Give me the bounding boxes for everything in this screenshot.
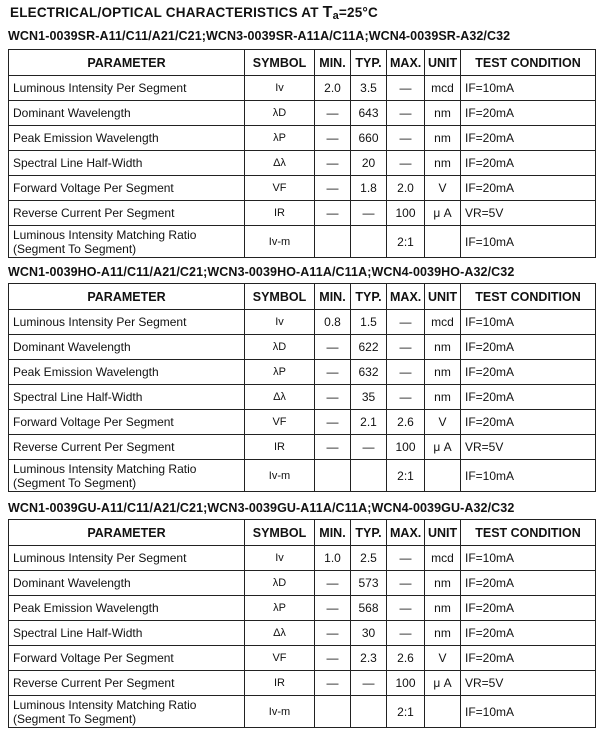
column-header: PARAMETER bbox=[9, 520, 245, 546]
cell-symbol: λD bbox=[245, 335, 315, 360]
cell-typ: 1.8 bbox=[351, 176, 387, 201]
spec-table bbox=[8, 49, 596, 258]
cell-min: — bbox=[315, 410, 351, 435]
cell-min: — bbox=[315, 176, 351, 201]
cell-param: Forward Voltage Per Segment bbox=[9, 176, 245, 201]
cell-typ: 660 bbox=[351, 126, 387, 151]
section-title: WCN1-0039SR-A11/C11/A21/C21;WCN3-0039SR-A11A/C11A;WCN4-0039SR-A32/C32 bbox=[8, 29, 511, 43]
cell-param: Luminous Intensity Per Segment bbox=[9, 546, 245, 571]
cell-param: Luminous Intensity Per Segment bbox=[9, 76, 245, 101]
cell-symbol: Iv-m bbox=[245, 226, 315, 258]
cell-typ: 568 bbox=[351, 596, 387, 621]
cell-unit bbox=[425, 460, 461, 492]
cell-unit: nm bbox=[425, 621, 461, 646]
cell-param: Dominant Wavelength bbox=[9, 101, 245, 126]
cell-min bbox=[315, 226, 351, 258]
table-row bbox=[9, 76, 596, 101]
spec-table bbox=[8, 283, 596, 492]
cell-max: — bbox=[387, 126, 425, 151]
cell-max: 2:1 bbox=[387, 226, 425, 258]
table-row bbox=[9, 671, 596, 696]
cell-cond: IF=20mA bbox=[461, 176, 596, 201]
cell-unit: V bbox=[425, 410, 461, 435]
title-temp-symbol: T bbox=[322, 4, 333, 21]
cell-min: 2.0 bbox=[315, 76, 351, 101]
cell-param: Forward Voltage Per Segment bbox=[9, 646, 245, 671]
cell-param: Peak Emission Wavelength bbox=[9, 126, 245, 151]
table-row bbox=[9, 126, 596, 151]
cell-symbol: Iv-m bbox=[245, 696, 315, 728]
cell-unit: nm bbox=[425, 385, 461, 410]
cell-max: — bbox=[387, 335, 425, 360]
cell-typ: 1.5 bbox=[351, 310, 387, 335]
cell-max: 100 bbox=[387, 435, 425, 460]
cell-symbol: IR bbox=[245, 671, 315, 696]
table-row bbox=[9, 151, 596, 176]
cell-cond: VR=5V bbox=[461, 435, 596, 460]
title-prefix: ELECTRICAL/OPTICAL CHARACTERISTICS AT bbox=[10, 5, 319, 20]
column-header: UNIT bbox=[425, 284, 461, 310]
cell-symbol: IR bbox=[245, 435, 315, 460]
title-temp-value: =25°C bbox=[338, 5, 378, 20]
table-row bbox=[9, 176, 596, 201]
cell-cond: VR=5V bbox=[461, 201, 596, 226]
cell-cond: IF=10mA bbox=[461, 310, 596, 335]
cell-min bbox=[315, 460, 351, 492]
cell-unit: μ A bbox=[425, 671, 461, 696]
cell-cond: IF=10mA bbox=[461, 76, 596, 101]
table-row bbox=[9, 310, 596, 335]
cell-param: Luminous Intensity Per Segment bbox=[9, 310, 245, 335]
column-header: MIN. bbox=[315, 284, 351, 310]
cell-typ: 3.5 bbox=[351, 76, 387, 101]
cell-typ: 643 bbox=[351, 101, 387, 126]
cell-min: 0.8 bbox=[315, 310, 351, 335]
cell-param: Luminous Intensity Matching Ratio (Segment To Segment) bbox=[9, 696, 245, 728]
cell-min: — bbox=[315, 571, 351, 596]
table-row bbox=[9, 385, 596, 410]
cell-cond: IF=20mA bbox=[461, 360, 596, 385]
cell-param: Luminous Intensity Matching Ratio (Segment To Segment) bbox=[9, 226, 245, 258]
cell-unit: V bbox=[425, 176, 461, 201]
cell-unit: mcd bbox=[425, 546, 461, 571]
cell-max: 100 bbox=[387, 201, 425, 226]
cell-typ: 2.1 bbox=[351, 410, 387, 435]
column-header: SYMBOL bbox=[245, 284, 315, 310]
title-temp-subscript: a bbox=[332, 10, 339, 22]
table-header-row bbox=[9, 284, 596, 310]
column-header: SYMBOL bbox=[245, 50, 315, 76]
cell-min: 1.0 bbox=[315, 546, 351, 571]
table-row bbox=[9, 546, 596, 571]
cell-min: — bbox=[315, 201, 351, 226]
table-row bbox=[9, 621, 596, 646]
cell-param: Reverse Current Per Segment bbox=[9, 201, 245, 226]
table-row bbox=[9, 696, 596, 728]
cell-cond: IF=20mA bbox=[461, 101, 596, 126]
cell-cond: IF=10mA bbox=[461, 460, 596, 492]
cell-max: 100 bbox=[387, 671, 425, 696]
cell-cond: IF=20mA bbox=[461, 385, 596, 410]
table-row bbox=[9, 201, 596, 226]
cell-min: — bbox=[315, 435, 351, 460]
cell-symbol: VF bbox=[245, 646, 315, 671]
cell-symbol: λD bbox=[245, 571, 315, 596]
cell-cond: IF=20mA bbox=[461, 596, 596, 621]
column-header: TYP. bbox=[351, 50, 387, 76]
cell-min: — bbox=[315, 101, 351, 126]
cell-max: 2.6 bbox=[387, 646, 425, 671]
cell-unit: V bbox=[425, 646, 461, 671]
cell-min: — bbox=[315, 126, 351, 151]
column-header: TYP. bbox=[351, 284, 387, 310]
cell-symbol: Iv bbox=[245, 76, 315, 101]
cell-unit: nm bbox=[425, 335, 461, 360]
table-row bbox=[9, 335, 596, 360]
cell-typ: 573 bbox=[351, 571, 387, 596]
cell-unit: μ A bbox=[425, 201, 461, 226]
column-header: TEST CONDITION bbox=[461, 50, 596, 76]
cell-symbol: VF bbox=[245, 410, 315, 435]
column-header: TEST CONDITION bbox=[461, 284, 596, 310]
cell-max: — bbox=[387, 546, 425, 571]
cell-min: — bbox=[315, 646, 351, 671]
cell-symbol: Iv bbox=[245, 546, 315, 571]
cell-min: — bbox=[315, 671, 351, 696]
cell-typ: 632 bbox=[351, 360, 387, 385]
table-row bbox=[9, 360, 596, 385]
cell-max: 2.6 bbox=[387, 410, 425, 435]
cell-typ: 30 bbox=[351, 621, 387, 646]
column-header: MIN. bbox=[315, 50, 351, 76]
cell-cond: IF=20mA bbox=[461, 126, 596, 151]
cell-param: Dominant Wavelength bbox=[9, 335, 245, 360]
column-header: TYP. bbox=[351, 520, 387, 546]
cell-param: Spectral Line Half-Width bbox=[9, 151, 245, 176]
cell-max: 2.0 bbox=[387, 176, 425, 201]
table-row bbox=[9, 571, 596, 596]
cell-cond: IF=10mA bbox=[461, 696, 596, 728]
cell-max: 2:1 bbox=[387, 460, 425, 492]
cell-min: — bbox=[315, 335, 351, 360]
cell-max: — bbox=[387, 596, 425, 621]
cell-symbol: IR bbox=[245, 201, 315, 226]
cell-typ: 2.3 bbox=[351, 646, 387, 671]
cell-cond: IF=20mA bbox=[461, 335, 596, 360]
column-header: MAX. bbox=[387, 50, 425, 76]
table-row bbox=[9, 596, 596, 621]
table-header-row bbox=[9, 520, 596, 546]
cell-cond: IF=10mA bbox=[461, 546, 596, 571]
cell-max: — bbox=[387, 360, 425, 385]
cell-symbol: Δλ bbox=[245, 385, 315, 410]
cell-cond: IF=20mA bbox=[461, 151, 596, 176]
cell-symbol: Δλ bbox=[245, 151, 315, 176]
cell-cond: IF=20mA bbox=[461, 646, 596, 671]
cell-min bbox=[315, 696, 351, 728]
cell-unit: nm bbox=[425, 360, 461, 385]
cell-symbol: Iv bbox=[245, 310, 315, 335]
cell-max: — bbox=[387, 101, 425, 126]
cell-param: Reverse Current Per Segment bbox=[9, 671, 245, 696]
table-row bbox=[9, 460, 596, 492]
spec-table bbox=[8, 519, 596, 728]
column-header: PARAMETER bbox=[9, 284, 245, 310]
cell-param: Spectral Line Half-Width bbox=[9, 621, 245, 646]
cell-cond: IF=20mA bbox=[461, 410, 596, 435]
table-header-row bbox=[9, 50, 596, 76]
table-row bbox=[9, 226, 596, 258]
cell-param: Peak Emission Wavelength bbox=[9, 360, 245, 385]
cell-symbol: λP bbox=[245, 596, 315, 621]
cell-unit: nm bbox=[425, 151, 461, 176]
cell-cond: VR=5V bbox=[461, 671, 596, 696]
cell-unit: mcd bbox=[425, 76, 461, 101]
column-header: UNIT bbox=[425, 50, 461, 76]
cell-typ: — bbox=[351, 201, 387, 226]
cell-unit bbox=[425, 696, 461, 728]
cell-unit: nm bbox=[425, 126, 461, 151]
cell-typ: 20 bbox=[351, 151, 387, 176]
cell-symbol: Iv-m bbox=[245, 460, 315, 492]
cell-max: — bbox=[387, 151, 425, 176]
cell-min: — bbox=[315, 596, 351, 621]
page-title bbox=[10, 4, 378, 22]
cell-typ: 2.5 bbox=[351, 546, 387, 571]
cell-min: — bbox=[315, 151, 351, 176]
cell-typ bbox=[351, 696, 387, 728]
column-header: MAX. bbox=[387, 284, 425, 310]
cell-typ: — bbox=[351, 435, 387, 460]
column-header: SYMBOL bbox=[245, 520, 315, 546]
cell-typ bbox=[351, 460, 387, 492]
cell-cond: IF=10mA bbox=[461, 226, 596, 258]
column-header: MAX. bbox=[387, 520, 425, 546]
cell-min: — bbox=[315, 385, 351, 410]
table-row bbox=[9, 410, 596, 435]
cell-param: Luminous Intensity Matching Ratio (Segment To Segment) bbox=[9, 460, 245, 492]
cell-typ bbox=[351, 226, 387, 258]
cell-cond: IF=20mA bbox=[461, 571, 596, 596]
cell-cond: IF=20mA bbox=[461, 621, 596, 646]
cell-param: Forward Voltage Per Segment bbox=[9, 410, 245, 435]
section-title: WCN1-0039GU-A11/C11/A21/C21;WCN3-0039GU-A11A/C11A;WCN4-0039GU-A32/C32 bbox=[8, 501, 515, 515]
column-header: MIN. bbox=[315, 520, 351, 546]
cell-unit: nm bbox=[425, 596, 461, 621]
cell-min: — bbox=[315, 360, 351, 385]
cell-min: — bbox=[315, 621, 351, 646]
table-row bbox=[9, 101, 596, 126]
column-header: UNIT bbox=[425, 520, 461, 546]
cell-param: Peak Emission Wavelength bbox=[9, 596, 245, 621]
table-row bbox=[9, 435, 596, 460]
column-header: PARAMETER bbox=[9, 50, 245, 76]
cell-symbol: λP bbox=[245, 360, 315, 385]
cell-typ: 622 bbox=[351, 335, 387, 360]
cell-unit: nm bbox=[425, 101, 461, 126]
cell-max: — bbox=[387, 385, 425, 410]
cell-max: — bbox=[387, 621, 425, 646]
cell-symbol: λP bbox=[245, 126, 315, 151]
cell-param: Reverse Current Per Segment bbox=[9, 435, 245, 460]
cell-max: — bbox=[387, 571, 425, 596]
column-header: TEST CONDITION bbox=[461, 520, 596, 546]
cell-param: Dominant Wavelength bbox=[9, 571, 245, 596]
table-row bbox=[9, 646, 596, 671]
cell-symbol: Δλ bbox=[245, 621, 315, 646]
cell-typ: — bbox=[351, 671, 387, 696]
cell-symbol: λD bbox=[245, 101, 315, 126]
cell-unit: μ A bbox=[425, 435, 461, 460]
cell-symbol: VF bbox=[245, 176, 315, 201]
cell-max: — bbox=[387, 310, 425, 335]
section-title: WCN1-0039HO-A11/C11/A21/C21;WCN3-0039HO-A11A/C11A;WCN4-0039HO-A32/C32 bbox=[8, 265, 515, 279]
cell-max: 2:1 bbox=[387, 696, 425, 728]
cell-typ: 35 bbox=[351, 385, 387, 410]
cell-unit bbox=[425, 226, 461, 258]
cell-unit: nm bbox=[425, 571, 461, 596]
cell-unit: mcd bbox=[425, 310, 461, 335]
cell-param: Spectral Line Half-Width bbox=[9, 385, 245, 410]
cell-max: — bbox=[387, 76, 425, 101]
